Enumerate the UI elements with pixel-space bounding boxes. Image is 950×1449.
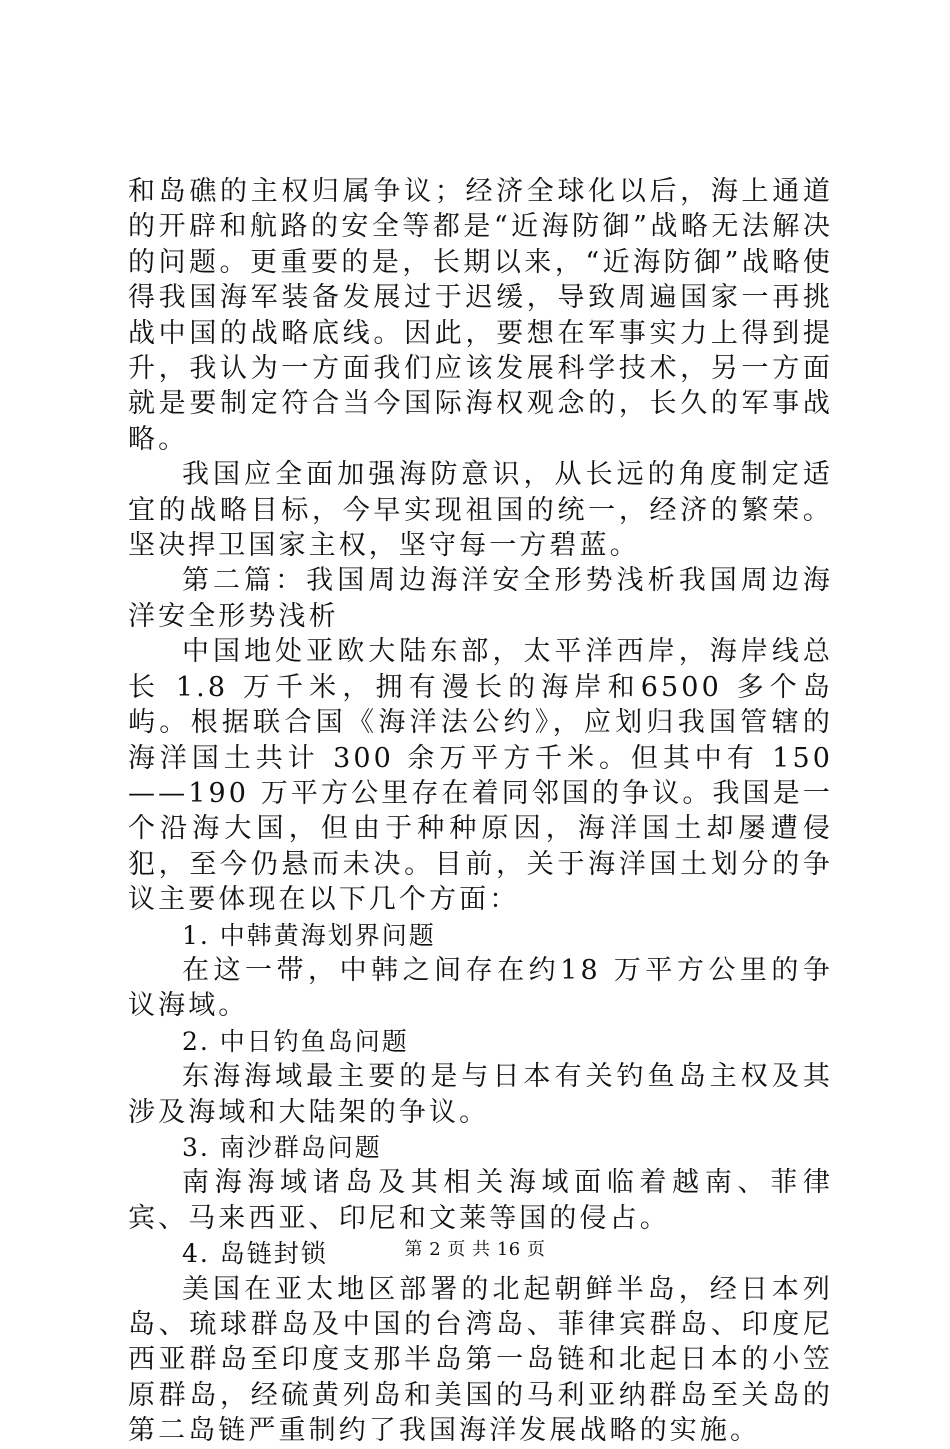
paragraph-sovereignty-continuation: 和岛礁的主权归属争议；经济全球化以后，海上通道的开辟和航路的安全等都是“近海防御”战略无法解决的问题。更重要的是，长期以来，“近海防御”战略使得我国海军装备发展过于迟缓，导致周遍国家一再挑战中国的战略底线。因此，要想在军事实力上得到提升，我认为一方面我们应该发展科学技术，另一方面就是要制定符合当今国际海权观念的，长久的军事战略。 — [128, 176, 833, 455]
list-heading-island-chain: 4. 岛链封锁 — [182, 1239, 328, 1269]
paragraph-nansha-islands: 南海海域诸岛及其相关海域面临着越南、菲律宾、马来西亚、印尼和文莱等国的侵占。 — [128, 1167, 833, 1234]
paragraph-maritime-awareness: 我国应全面加强海防意识，从长远的角度制定适宜的战略目标，今早实现祖国的统一，经济的繁荣。坚决捍卫国家主权，坚守每一方碧蓝。 — [128, 459, 833, 562]
paragraph-china-geography: 中国地处亚欧大陆东部，太平洋西岸，海岸线总长 1.8 万千米，拥有漫长的海岸和6500 多个岛屿。根据联合国《海洋法公约》，应划归我国管辖的海洋国土共计 300 余万平方千米。但其中有 150——190 万平方公里存在着同邻国的争议。我国是一个沿海大国，但由于种种原因，海洋国土却屡遭侵犯，至今仍悬而未决。目前，关于海洋国土划分的争议主要体现在以下几个方面： — [128, 636, 833, 916]
section-heading-part-two: 第二篇：我国周边海洋安全形势浅析我国周边海洋安全形势浅析 — [128, 565, 833, 632]
list-heading-diaoyu-islands: 2. 中日钓鱼岛问题 — [182, 1026, 409, 1056]
paragraph-yellow-sea: 在这一带，中韩之间存在约18 万平方公里的争议海域。 — [128, 954, 833, 1022]
paragraph-island-chain: 美国在亚太地区部署的北起朝鲜半岛，经日本列岛、琉球群岛及中国的台湾岛、菲律宾群岛、印度尼西亚群岛至印度支那半岛第一岛链和北起日本的小笠原群岛，经硫黄列岛和美国的马利亚纳群岛至关岛的第二岛链严重制约了我国海洋发展战略的实施。 — [128, 1273, 833, 1447]
page-number-footer: 第 2 页 共 16 页 — [404, 1239, 546, 1260]
list-heading-yellow-sea: 1. 中韩黄海划界问题 — [182, 920, 436, 950]
paragraph-diaoyu-islands: 东海海域最主要的是与日本有关钓鱼岛主权及其涉及海域和大陆架的争议。 — [128, 1061, 833, 1128]
list-heading-nansha-islands: 3. 南沙群岛问题 — [182, 1132, 382, 1162]
